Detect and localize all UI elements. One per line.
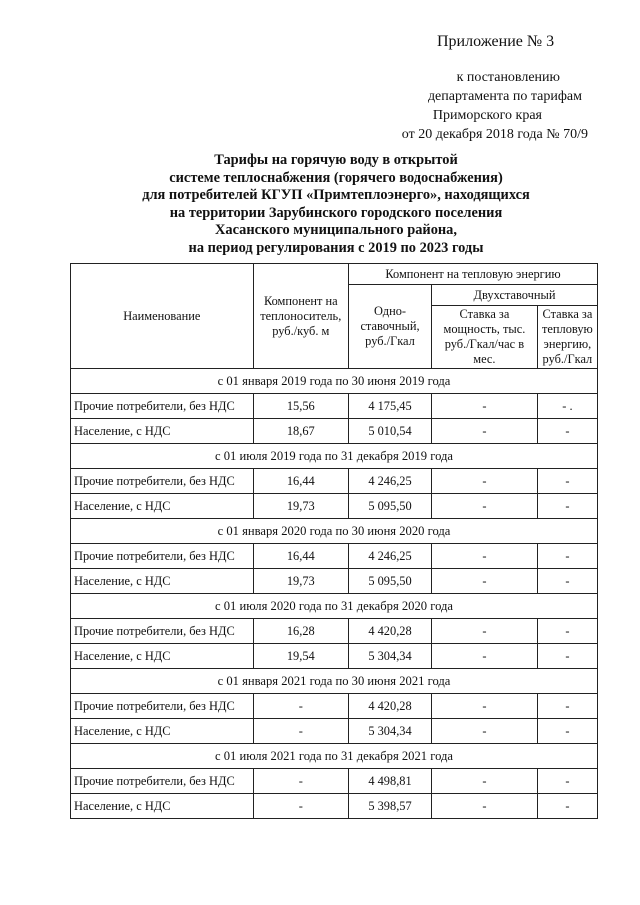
cell-energy-rate: - [537, 644, 597, 669]
cell-consumer-name: Прочие потребители, без НДС [71, 694, 254, 719]
cell-consumer-name: Прочие потребители, без НДС [71, 394, 254, 419]
cell-consumer-name: Прочие потребители, без НДС [71, 544, 254, 569]
cell-single-rate: 5 398,57 [349, 794, 432, 819]
cell-carrier-component: 15,56 [253, 394, 348, 419]
header-carrier: Компонент на теплоноситель, руб./куб. м [253, 264, 348, 369]
header-energy-rate: Ставка за тепловую энергию, руб./Гкал [537, 306, 597, 369]
table-row [71, 794, 598, 819]
title-line: на период регулирования с 2019 по 2023 годы [188, 239, 484, 256]
cell-energy-rate: - [537, 494, 597, 519]
table-row [71, 469, 598, 494]
table-row [71, 494, 598, 519]
title-line: Хасанского муниципального района, [215, 222, 457, 239]
period-row [71, 519, 598, 544]
cell-energy-rate: - [537, 794, 597, 819]
period-label: с 01 июля 2019 года по 31 декабря 2019 года [71, 444, 598, 469]
header-two-rate-group: Двухставочный [432, 285, 598, 306]
cell-single-rate: 4 498,81 [349, 769, 432, 794]
cell-power-rate: - [432, 494, 538, 519]
title-line: системе теплоснабжения (горячего водоснабжения) [169, 169, 503, 186]
cell-energy-rate: - [537, 544, 597, 569]
cell-energy-rate: - [537, 769, 597, 794]
cell-consumer-name: Прочие потребители, без НДС [71, 769, 254, 794]
cell-carrier-component: - [253, 694, 348, 719]
cell-energy-rate: - [537, 469, 597, 494]
table-row [71, 719, 598, 744]
table-row [71, 394, 598, 419]
decree-line: департамента по тарифам [427, 89, 582, 104]
header-power-rate: Ставка за мощность, тыс. руб./Гкал/час в мес. [432, 306, 538, 369]
cell-power-rate: - [432, 569, 538, 594]
header-name: Наименование [71, 264, 254, 369]
cell-single-rate: 5 095,50 [349, 494, 432, 519]
cell-single-rate: 5 010,54 [349, 419, 432, 444]
cell-carrier-component: - [253, 769, 348, 794]
cell-power-rate: - [432, 419, 538, 444]
cell-consumer-name: Население, с НДС [71, 719, 254, 744]
table-row [71, 769, 598, 794]
period-row [71, 594, 598, 619]
cell-consumer-name: Население, с НДС [71, 494, 254, 519]
decree-line: Приморского края [432, 108, 542, 123]
table-body [71, 369, 598, 819]
period-row [71, 444, 598, 469]
cell-carrier-component: 16,28 [253, 619, 348, 644]
cell-carrier-component: 16,44 [253, 544, 348, 569]
cell-single-rate: 4 246,25 [349, 544, 432, 569]
period-label: с 01 января 2021 года по 30 июня 2021 года [71, 669, 598, 694]
table-row [71, 644, 598, 669]
cell-power-rate: - [432, 644, 538, 669]
cell-power-rate: - [432, 619, 538, 644]
period-label: с 01 января 2019 года по 30 июня 2019 года [71, 369, 598, 394]
cell-consumer-name: Население, с НДС [71, 644, 254, 669]
cell-energy-rate: - [537, 569, 597, 594]
period-row [71, 669, 598, 694]
title-line: Тарифы на горячую воду в открытой [214, 152, 458, 168]
cell-consumer-name: Прочие потребители, без НДС [71, 619, 254, 644]
decree-line: к постановлению [456, 70, 560, 85]
title-line: на территории Зарубинского городского поселения [169, 204, 503, 221]
decree-reference [328, 68, 588, 144]
cell-carrier-component: - [253, 794, 348, 819]
cell-carrier-component: 19,73 [253, 569, 348, 594]
cell-energy-rate: - [537, 719, 597, 744]
table-row [71, 569, 598, 594]
cell-single-rate: 4 246,25 [349, 469, 432, 494]
cell-power-rate: - [432, 544, 538, 569]
cell-power-rate: - [432, 694, 538, 719]
decree-line: от 20 декабря 2018 года № 70/9 [401, 127, 588, 142]
period-label: с 01 июля 2020 года по 31 декабря 2020 года [71, 594, 598, 619]
table-row [71, 694, 598, 719]
cell-carrier-component: 18,67 [253, 419, 348, 444]
cell-consumer-name: Население, с НДС [71, 569, 254, 594]
document-title [68, 152, 604, 258]
table-row [71, 419, 598, 444]
header-single-rate: Одно-ставочный, руб./Гкал [349, 285, 432, 369]
cell-single-rate: 4 175,45 [349, 394, 432, 419]
table-row [71, 619, 598, 644]
cell-consumer-name: Население, с НДС [71, 419, 254, 444]
header-energy-group: Компонент на тепловую энергию [349, 264, 598, 285]
cell-energy-rate: - [537, 694, 597, 719]
cell-power-rate: - [432, 394, 538, 419]
cell-energy-rate: - [537, 619, 597, 644]
title-line: для потребителей КГУП «Примтеплоэнерго», находящихся [142, 187, 530, 204]
cell-power-rate: - [432, 719, 538, 744]
cell-power-rate: - [432, 769, 538, 794]
cell-power-rate: - [432, 794, 538, 819]
appendix-number: Приложение № 3 [437, 33, 555, 50]
period-label: с 01 июля 2021 года по 31 декабря 2021 года [71, 744, 598, 769]
period-label: с 01 января 2020 года по 30 июня 2020 года [71, 519, 598, 544]
table-header [71, 264, 598, 369]
period-row [71, 369, 598, 394]
period-row [71, 744, 598, 769]
cell-consumer-name: Население, с НДС [71, 794, 254, 819]
cell-single-rate: 4 420,28 [349, 619, 432, 644]
cell-carrier-component: - [253, 719, 348, 744]
cell-energy-rate: - [537, 419, 597, 444]
cell-single-rate: 4 420,28 [349, 694, 432, 719]
tariff-table [70, 263, 598, 819]
table-row [71, 544, 598, 569]
cell-carrier-component: 19,73 [253, 494, 348, 519]
cell-energy-rate: - . [537, 394, 597, 419]
cell-carrier-component: 16,44 [253, 469, 348, 494]
cell-carrier-component: 19,54 [253, 644, 348, 669]
cell-consumer-name: Прочие потребители, без НДС [71, 469, 254, 494]
cell-power-rate: - [432, 469, 538, 494]
cell-single-rate: 5 095,50 [349, 569, 432, 594]
cell-single-rate: 5 304,34 [349, 644, 432, 669]
cell-single-rate: 5 304,34 [349, 719, 432, 744]
